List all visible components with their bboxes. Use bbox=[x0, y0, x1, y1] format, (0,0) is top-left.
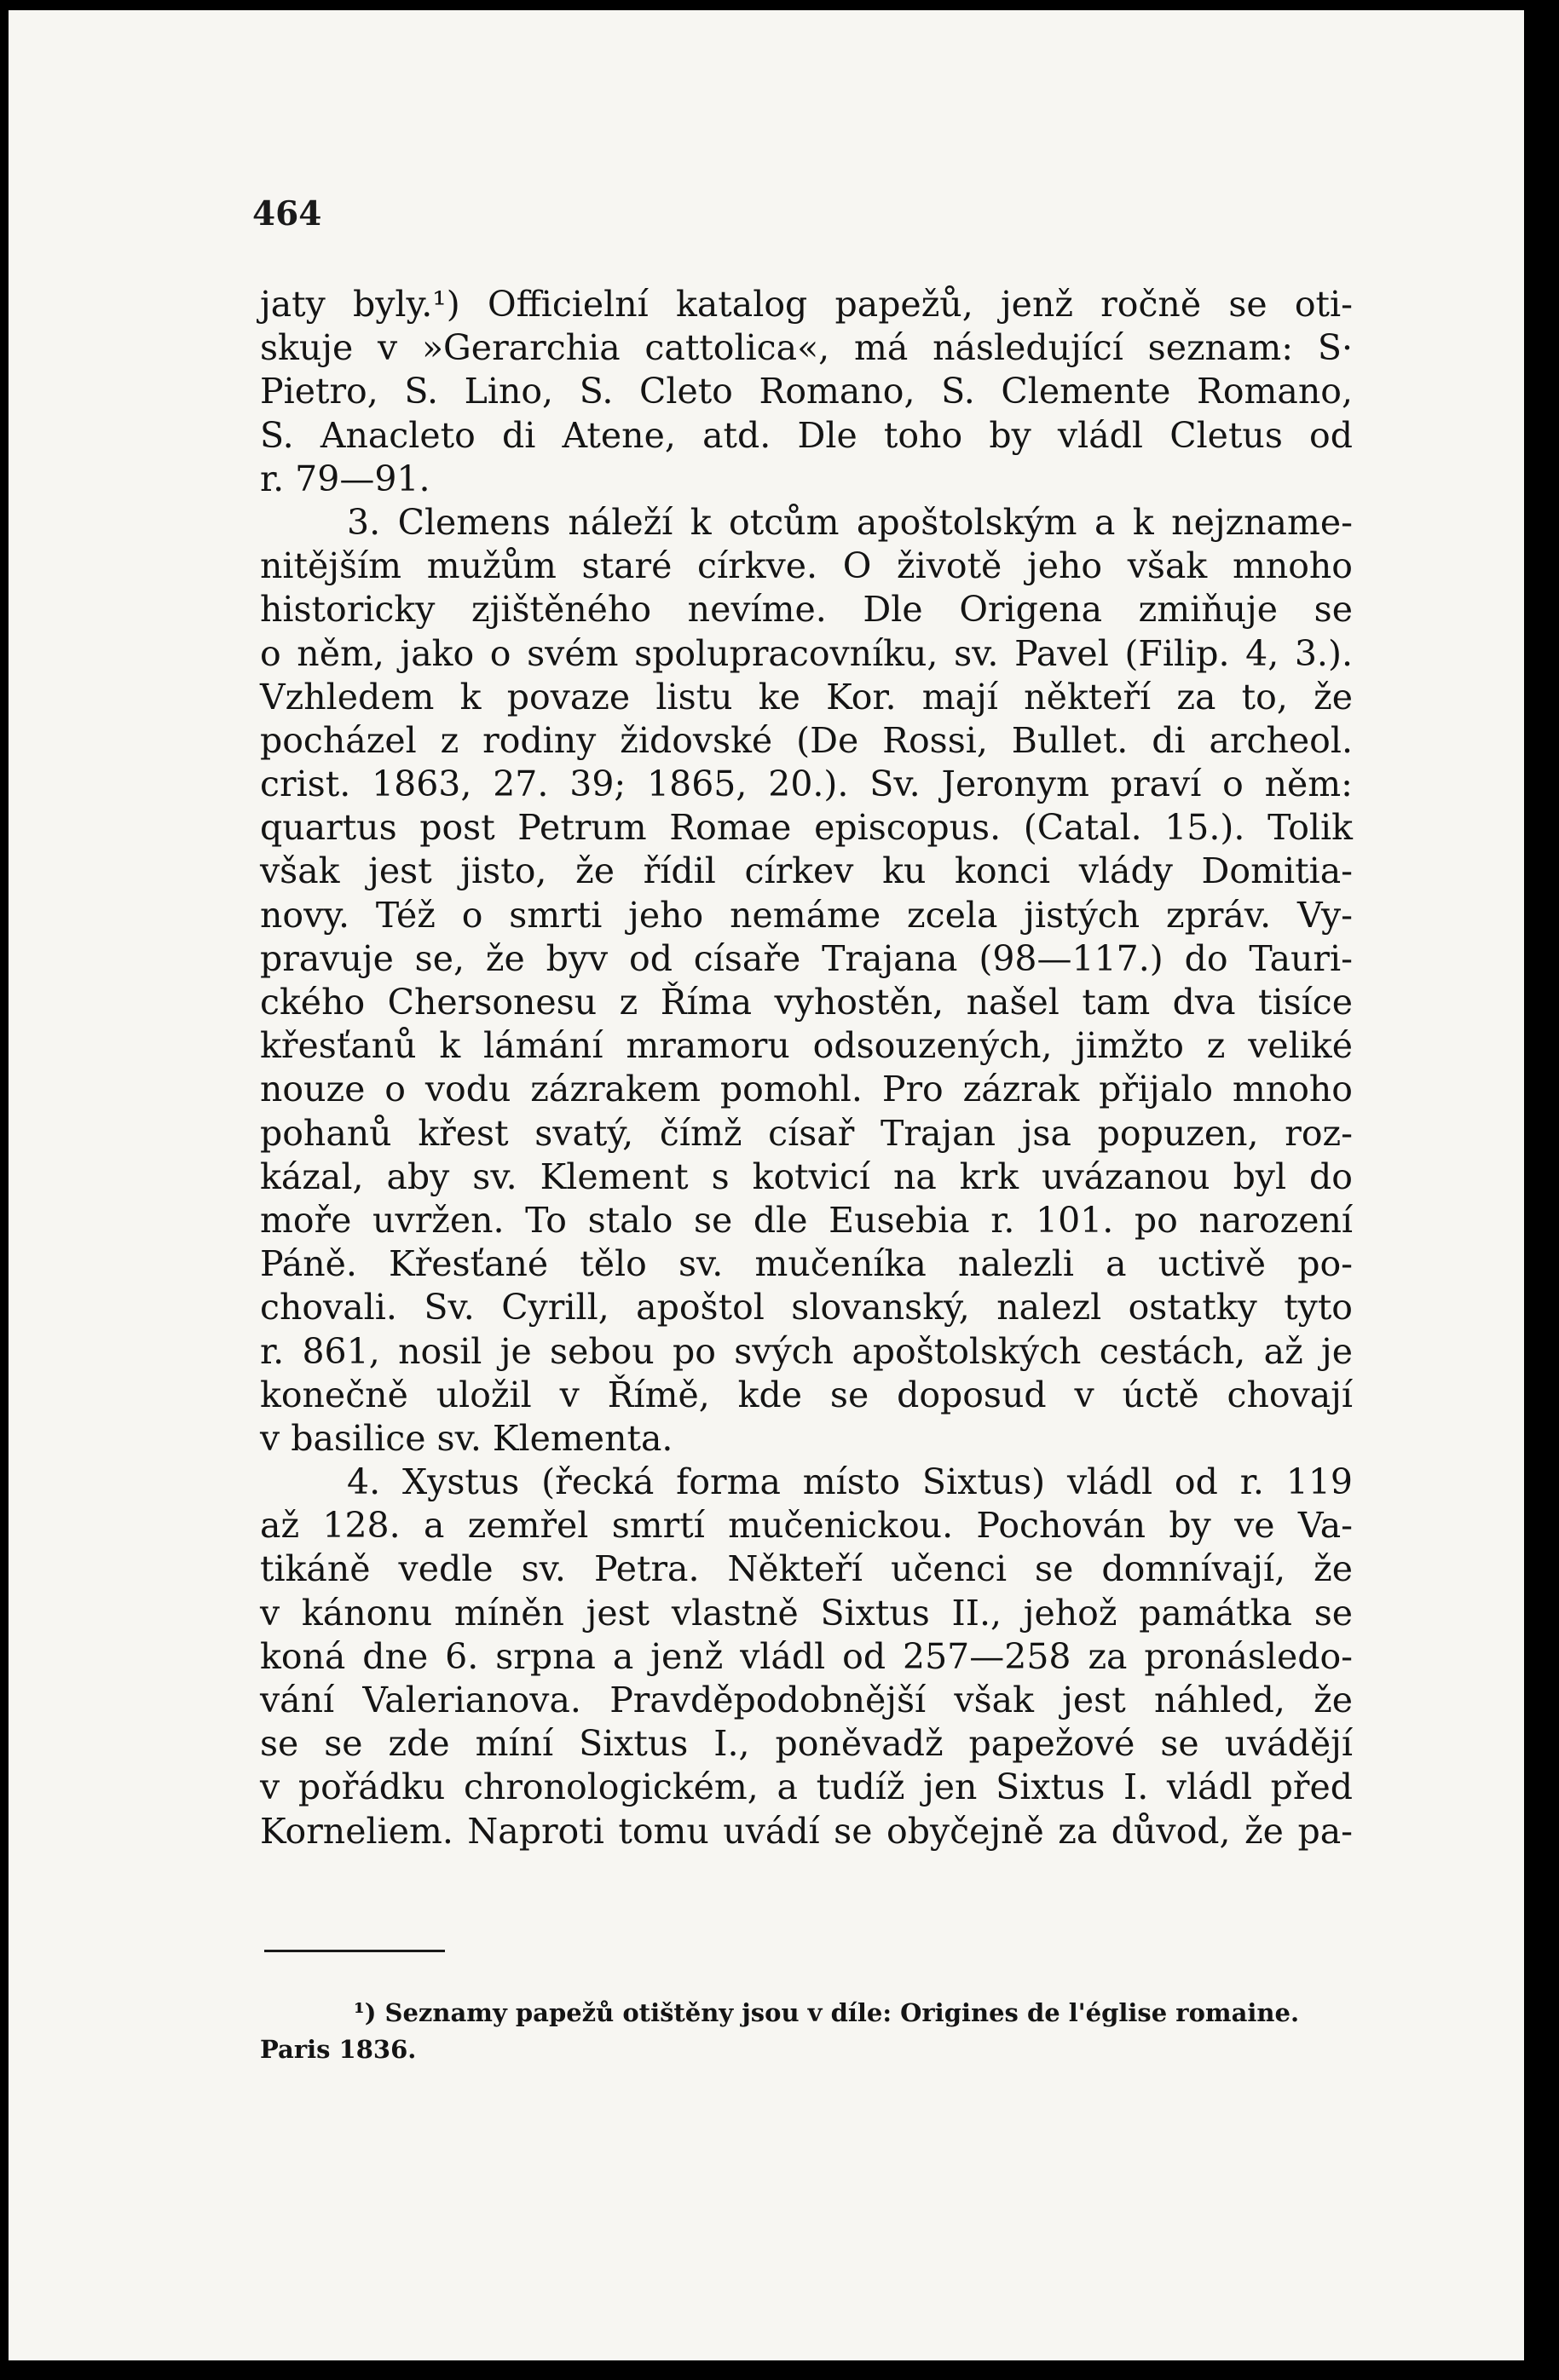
text-line: quartus post Petrum Romae episcopus. (Catal. 15.). Tolik bbox=[260, 807, 1353, 849]
text-line: až 128. a zemřel smrtí mučenickou. Pochován by ve Va- bbox=[260, 1505, 1353, 1547]
text-line: o něm, jako o svém spolupracovníku, sv. Pavel (Filip. 4, 3.). bbox=[260, 632, 1353, 674]
text-line: Páně. Křesťané tělo sv. mučeníka nalezli a uctivě po- bbox=[260, 1243, 1353, 1285]
text-line: crist. 1863, 27. 39; 1865, 20.). Sv. Jeronym praví o něm: bbox=[260, 764, 1353, 805]
text-line: konečně uložil v Římě, kde se doposud v úctě chovají bbox=[260, 1374, 1353, 1415]
text-line: křesťanů k lámání mramoru odsouzených, jimžto z veliké bbox=[260, 1025, 1353, 1067]
text-line: tikáně vedle sv. Petra. Někteří učenci se domnívají, že bbox=[260, 1548, 1353, 1590]
text-line: v pořádku chronologickém, a tudíž jen Sixtus I. vládl před bbox=[260, 1766, 1353, 1808]
text-line: Vzhledem k povaze listu ke Kor. mají někteří za to, že bbox=[260, 676, 1353, 717]
text-line: Korneliem. Naproti tomu uvádí se obyčejně za důvod, že pa- bbox=[260, 1810, 1353, 1852]
footnote bbox=[260, 1995, 1353, 2068]
footnote-divider bbox=[264, 1950, 445, 1952]
paragraph-4-start: 4. Xystus (řecká forma místo Sixtus) vládl od r. 119 bbox=[347, 1461, 1353, 1503]
text-line: Pietro, S. Lino, S. Cleto Romano, S. Clemente Romano, bbox=[260, 371, 1353, 412]
text-line: S. Anacleto di Atene, atd. Dle toho by vládl Cletus od bbox=[260, 414, 1353, 456]
text-line: pravuje se, že byv od císaře Trajana (98—117.) do Tauri- bbox=[260, 937, 1353, 979]
text-line: kázal, aby sv. Klement s kotvicí na krk uvázanou byl do bbox=[260, 1155, 1353, 1197]
text-line: ckého Chersonesu z Říma vyhostěn, našel tam dva tisíce bbox=[260, 982, 1353, 1023]
text-line: v kánonu míněn jest vlastně Sixtus II., jehož památka se bbox=[260, 1592, 1353, 1634]
body-text bbox=[260, 283, 1353, 1853]
text-line: však jest jisto, že řídil církev ku konci vlády Domitia- bbox=[260, 850, 1353, 892]
text-line: vání Valerianova. Pravděpodobnější však jest náhled, že bbox=[260, 1680, 1353, 1720]
text-line: pocházel z rodiny židovské (De Rossi, Bullet. di archeol. bbox=[260, 719, 1353, 761]
footnote-line: Paris 1836. bbox=[260, 2035, 417, 2064]
text-line: se se zde míní Sixtus I., poněvadž papežové se uvádějí bbox=[260, 1723, 1353, 1765]
text-line: pohanů křest svatý, čímž císař Trajan jsa popuzen, roz- bbox=[260, 1112, 1353, 1154]
text-line: v basilice sv. Klementa. bbox=[260, 1417, 673, 1459]
scan-border bbox=[1524, 0, 1559, 2380]
text-line: jaty byly.¹) Officielní katalog papežů, jenž ročně se oti- bbox=[260, 284, 1353, 325]
text-line: nitějším mužům staré církve. O životě jeho však mnoho bbox=[260, 545, 1353, 587]
text-line: r. 79—91. bbox=[260, 458, 430, 499]
text-line: koná dne 6. srpna a jenž vládl od 257—258 za pronásledo- bbox=[260, 1635, 1353, 1677]
page-number: 464 bbox=[252, 194, 322, 233]
text-line: r. 861, nosil je sebou po svých apoštolských cestách, až je bbox=[260, 1330, 1353, 1372]
text-line: historicky zjištěného nevíme. Dle Origena zmiňuje se bbox=[260, 589, 1353, 631]
text-line: novy. Též o smrti jeho nemáme zcela jistých zpráv. Vy- bbox=[260, 894, 1353, 936]
paragraph-3-start: 3. Clemens náleží k otcům apoštolským a k nejzname- bbox=[347, 501, 1353, 543]
text-line: nouze o vodu zázrakem pomohl. Pro zázrak přijalo mnoho bbox=[260, 1069, 1353, 1110]
text-line: moře uvržen. To stalo se dle Eusebia r. 101. po narození bbox=[260, 1199, 1353, 1241]
text-line: skuje v »Gerarchia cattolica«, má následující seznam: S· bbox=[260, 327, 1353, 369]
text-line: chovali. Sv. Cyrill, apoštol slovanský, nalezl ostatky tyto bbox=[260, 1287, 1353, 1328]
footnote-line: ¹) Seznamy papežů otištěny jsou v díle: Origines de l'église romaine. bbox=[354, 1998, 1300, 2027]
